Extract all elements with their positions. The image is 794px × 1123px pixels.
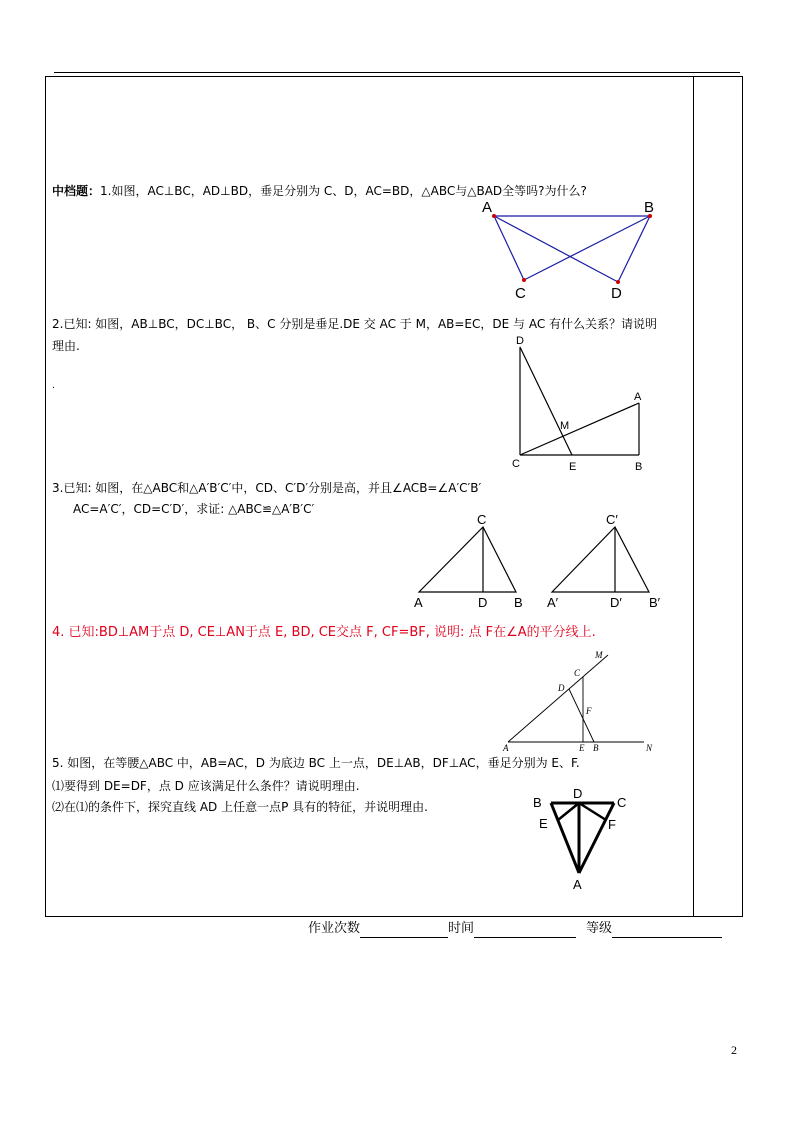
figure-5 [528,783,638,895]
question-5-line-3: ⑵在⑴的条件下，探究直线 AD 上任意一点P 具有的特征，并说明理由. [52,800,428,814]
fig4-label-c: C [574,668,581,678]
fig2-label-e: E [569,461,577,473]
section-label: 中档题： [52,184,101,198]
question-5-line-1: 5. 如图，在等腰△ABC 中，AB=AC，D 为底边 BC 上一点，DE⊥AB，DF⊥AC，垂足分别为 E、F. [52,756,580,770]
fig5-label-f: F [608,817,616,832]
fig4-label-n: N [646,743,653,753]
header-rule [54,72,740,73]
figure-3 [408,508,678,613]
fig4-label-a: A [503,743,509,753]
fig1-label-d: D [611,285,622,302]
question-2-line-1: 2.已知: 如图，AB⊥BC，DC⊥BC， B、C 分别是垂足.DE 交 AC 于 M，AB=EC，DE 与 AC 有什么关系？请说明 [52,317,658,331]
fig1-label-a: A [482,199,493,216]
fig2-label-d: D [516,335,524,347]
fig5-label-c: C [617,795,627,810]
fig3-label-b: B [514,595,523,610]
grade-blank[interactable] [612,937,722,938]
fig4-label-f: F [586,706,592,716]
stray-mark: . [52,381,55,391]
grade-label: 等级 [586,921,613,936]
fig5-label-e: E [539,816,548,831]
fig5-label-a: A [573,877,582,892]
fig3-label-d-prime: D′ [610,595,622,610]
fig2-label-c: C [512,458,520,470]
fig3-label-d: D [478,595,488,610]
fig1-label-b: B [644,199,655,216]
fig5-label-d: D [573,786,583,801]
fig4-label-m: M [595,650,603,660]
question-3-line-1: 3.已知: 如图，在△ABC和△A′B′C′中，CD、C′D′分别是高，并且∠ACB=∠A′C′B′ [52,481,482,495]
time-blank[interactable] [474,937,576,938]
fig2-label-m: M [560,420,570,432]
question-2-line-2: 理由. [52,339,80,353]
fig3-label-b-prime: B′ [649,595,661,610]
fig3-label-a: A [414,595,423,610]
fig1-label-c: C [515,285,526,302]
fig3-label-c-prime: C′ [606,512,618,527]
figure-4 [498,646,658,756]
fig3-label-c: C [477,512,487,527]
question-4: 4. 已知:BD⊥AM于点 D, CE⊥AN于点 E, BD, CE交点 F, CF=BF, 说明: 点 F在∠A的平分线上. [52,625,596,640]
question-1-text: 1.如图，AC⊥BC，AD⊥BD，垂足分别为 C、D，AC=BD，△ABC与△BAD全等吗?为什么? [100,184,587,198]
question-5-line-2: ⑴要得到 DE=DF，点 D 应该满足什么条件？请说明理由. [52,779,360,793]
fig3-label-a-prime: A′ [547,595,559,610]
question-3-line-2: AC=A′C′，CD=C′D′，求证: △ABC≌△A′B′C′ [73,502,315,516]
figure-1 [478,196,668,304]
count-label: 作业次数 [308,921,361,936]
fig2-label-a: A [634,391,642,403]
homework-footer [308,920,722,938]
fig4-label-d: D [558,683,565,693]
fig4-label-e: E [579,743,585,753]
page-number: 2 [731,1043,737,1057]
figure-2 [500,330,660,475]
count-blank[interactable] [360,937,448,938]
margin-column-divider [693,76,694,917]
fig2-label-b: B [635,461,643,473]
fig5-label-b: B [533,795,542,810]
time-label: 时间 [448,921,475,936]
fig4-label-b: B [593,743,599,753]
